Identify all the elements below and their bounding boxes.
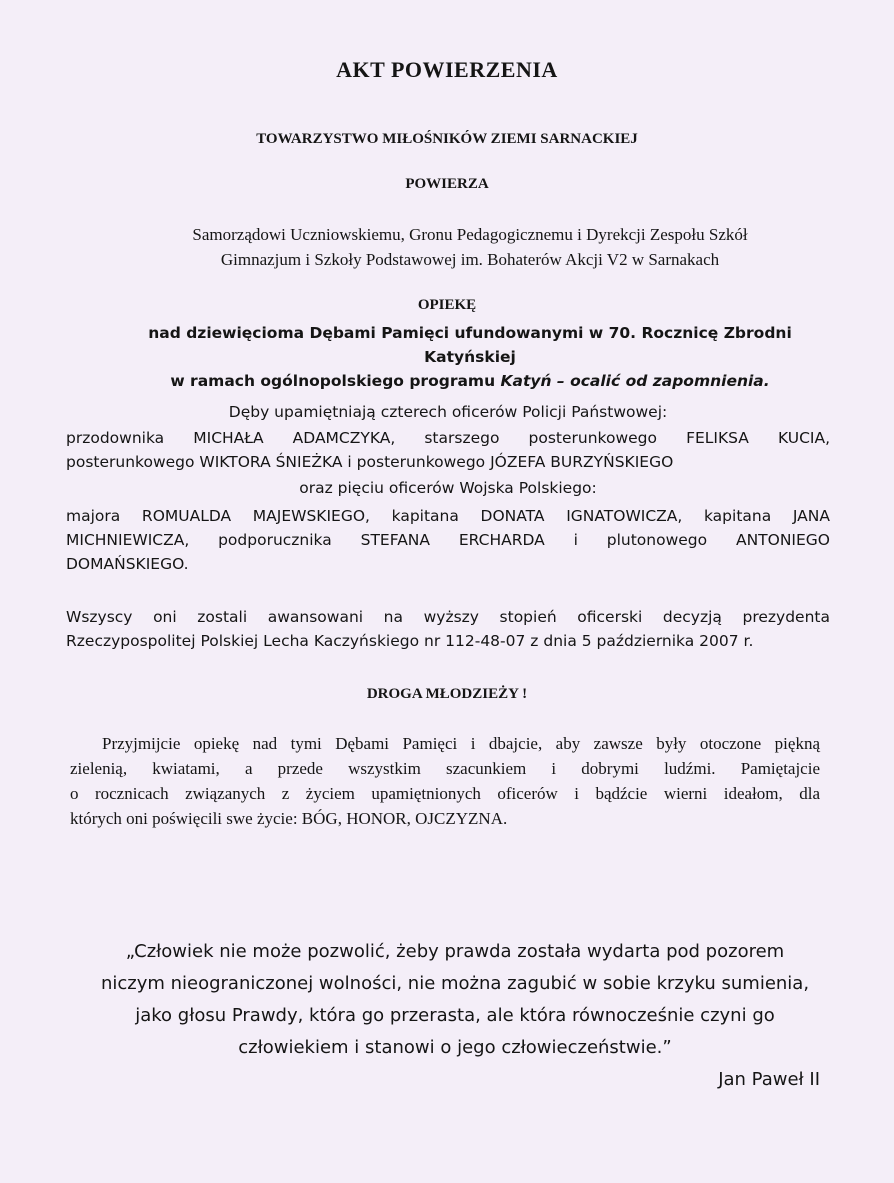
entrusts-label: POWIERZA (405, 176, 489, 192)
appeal-paragraph (70, 731, 820, 831)
oaks-intro: Dęby upamiętniają czterech oficerów Policji Państwowej: (228, 403, 668, 421)
recipients-line: Samorządowi Uczniowskiemu, Gronu Pedagogicznemu i Dyrekcji Zespołu Szkół (192, 225, 748, 244)
quote-line: niczym nieograniczonej wolności, nie można zagubić w sobie krzyku sumienia, (100, 973, 810, 994)
quote-line: „Człowiek nie może pozwolić, żeby prawda została wydarta pod pozorem (125, 941, 785, 962)
quote-author: Jan Paweł II (718, 1069, 820, 1090)
promotion-block (66, 605, 830, 653)
quote-block (60, 936, 850, 1064)
care-heading: OPIEKĘ (417, 297, 477, 313)
promotion-line: Rzeczypospolitej Polskiej Lecha Kaczyńskiego nr 112-48-07 z dnia 5 października 2007 r. (66, 632, 754, 650)
care-line-prefix: w ramach ogólnopolskiego programu (170, 372, 501, 390)
document-title: AKT POWIERZENIA (336, 57, 558, 82)
care-description (100, 321, 840, 393)
army-intro: oraz pięciu oficerów Wojska Polskiego: (299, 479, 597, 497)
army-officers-line: majora ROMUALDA MAJEWSKIEGO, kapitana DONATA IGNATOWICZA, kapitana JANA (66, 507, 830, 525)
appeal-line: których oni poświęcili swe życie: BÓG, HONOR, OJCZYZNA. (70, 809, 508, 828)
quote-line: jako głosu Prawdy, która go przerasta, ale która równocześnie czyni go (135, 1005, 775, 1026)
police-officers-block (66, 426, 830, 474)
army-officers-line: MICHNIEWICZA, podporucznika STEFANA ERCHARDA i plutonowego ANTONIEGO (66, 531, 830, 549)
army-officers-block (66, 504, 830, 576)
army-officers-line: DOMAŃSKIEGO. (66, 555, 189, 573)
promotion-line: Wszyscy oni zostali awansowani na wyższy stopień oficerski decyzją prezydenta (66, 608, 830, 626)
organization-name: TOWARZYSTWO MIŁOŚNIKÓW ZIEMI SARNACKIEJ (256, 131, 638, 147)
appeal-line: o rocznicach związanych z życiem upamiętnionych oficerów i bądźcie wierni ideałom, dla (70, 784, 820, 803)
recipients-line: Gimnazjum i Szkoły Podstawowej im. Bohaterów Akcji V2 w Sarnakach (220, 250, 720, 269)
program-name: Katyń – ocalić od zapomnienia. (500, 372, 770, 390)
police-officers-line: posterunkowego WIKTORA ŚNIEŻKA i posterunkowego JÓZEFA BURZYŃSKIEGO (66, 453, 674, 471)
appeal-line: Przyjmijcie opiekę nad tymi Dębami Pamięci i dbajcie, aby zawsze były otoczone piękną (102, 734, 820, 753)
recipients-block (100, 222, 840, 272)
care-line: nad dziewięcioma Dębami Pamięci ufundowanymi w 70. Rocznicę Zbrodni Katyńskiej (148, 324, 792, 366)
care-line (100, 369, 840, 393)
youth-heading: DROGA MŁODZIEŻY ! (366, 686, 528, 702)
police-officers-line: przodownika MICHAŁA ADAMCZYKA, starszego posterunkowego FELIKSA KUCIA, (66, 429, 830, 447)
appeal-line: zielenią, kwiatami, a przede wszystkim szacunkiem i dobrymi ludźmi. Pamiętajcie (70, 759, 820, 778)
quote-line: człowiekiem i stanowi o jego człowieczeństwie.” (238, 1037, 672, 1058)
